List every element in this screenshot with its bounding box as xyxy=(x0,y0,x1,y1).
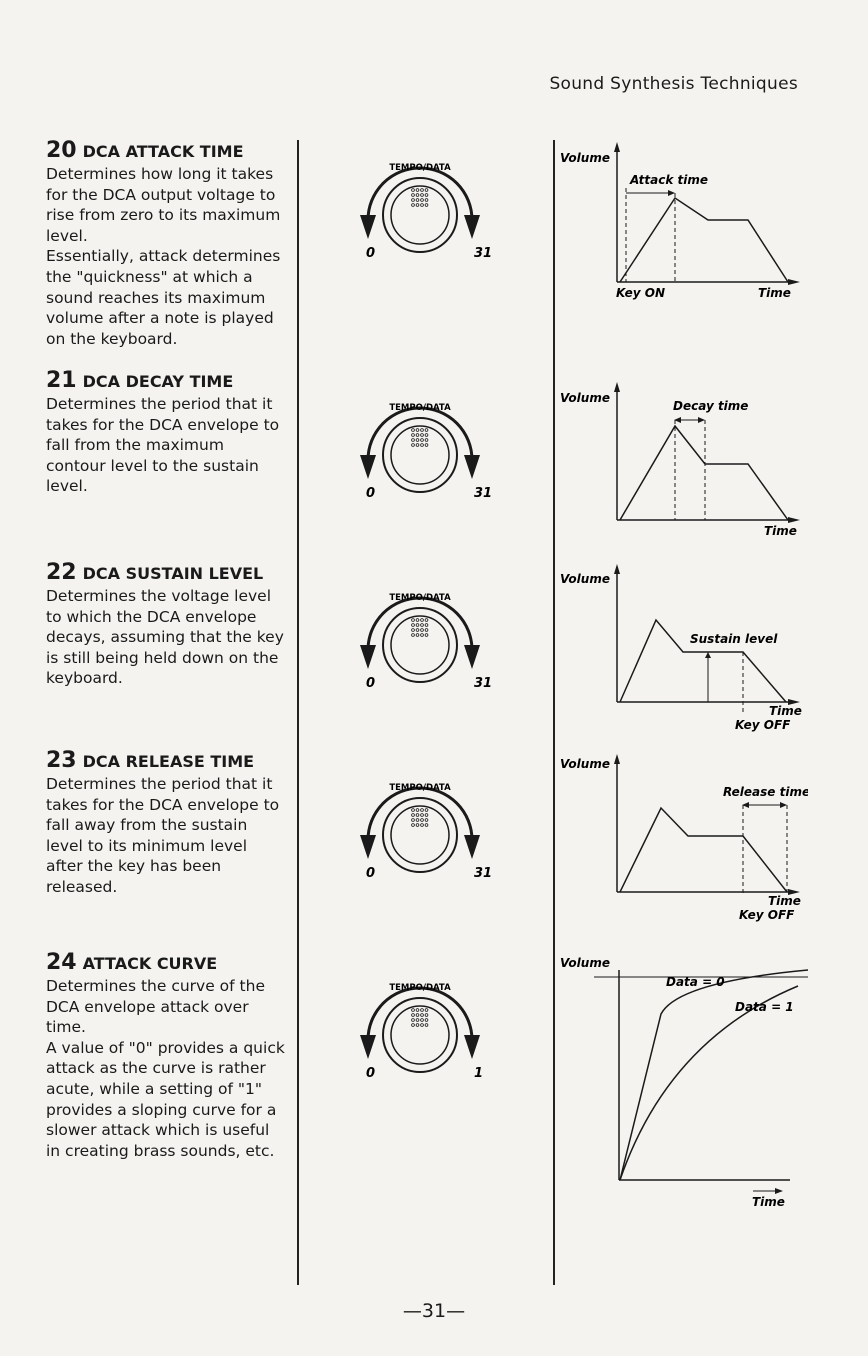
column-divider-left xyxy=(297,140,299,1285)
knob-label: TEMPO/DATA xyxy=(389,163,451,173)
section-sustain-level xyxy=(46,560,286,689)
x-axis-arrow xyxy=(788,279,800,285)
arrow-head-right xyxy=(464,835,480,859)
graph-xlabel-left: Key ON xyxy=(616,286,666,300)
tempo-data-knob-diagram xyxy=(340,955,500,1105)
curve-label-data-1: Data = 1 xyxy=(735,1000,794,1014)
knob-outer-ring xyxy=(383,608,457,682)
section-number: 23 xyxy=(46,748,77,773)
curve-data-1 xyxy=(620,986,798,1180)
tempo-data-knob-diagram xyxy=(340,565,500,715)
graph-ylabel: Volume xyxy=(560,391,610,405)
section-title xyxy=(46,368,286,393)
section-attack-curve xyxy=(46,950,286,1161)
arrow-head-left xyxy=(360,215,376,239)
section-paragraph: Essentially, attack determines the "quickness" at which a sound reaches its maximum volume after a note is played on the keyboard. xyxy=(46,247,281,348)
page-number: —31— xyxy=(402,1300,466,1322)
graph-xlabel-right: Time xyxy=(768,894,801,908)
knob-inner-ring xyxy=(391,1006,449,1064)
knob-min-value: 0 xyxy=(366,676,376,691)
knob-min-value: 0 xyxy=(366,1066,376,1081)
graph-ylabel: Volume xyxy=(560,151,610,165)
section-attack-time xyxy=(46,138,286,349)
tempo-data-knob-diagram xyxy=(340,375,500,525)
knob-grip-dots-icon xyxy=(412,809,428,827)
y-axis-arrow xyxy=(614,142,620,152)
graph-ylabel: Volume xyxy=(560,757,610,771)
section-heading: DCA DECAY TIME xyxy=(82,372,234,391)
graph-xlabel-right: Time xyxy=(764,524,797,538)
graph-annotation: Release time xyxy=(723,785,808,799)
column-divider-right xyxy=(553,140,555,1285)
decay-envelope-graph xyxy=(558,378,808,543)
section-number: 22 xyxy=(46,560,77,585)
envelope-curve xyxy=(620,808,787,892)
graph-xlabel-right: Time xyxy=(758,286,791,300)
y-axis-arrow xyxy=(614,754,620,764)
knob-inner-ring xyxy=(391,806,449,864)
knob-min-value: 0 xyxy=(366,486,376,501)
tempo-data-knob-diagram xyxy=(340,135,500,285)
dimension-arrow xyxy=(698,417,705,423)
section-paragraph: A value of "0" provides a quick attack as the curve is rather acute, while a setting of "1" provides a sloping curve for a slower attack which is useful in creating brass sounds, etc. xyxy=(46,1038,285,1160)
knob-min-value: 0 xyxy=(366,246,376,261)
knob-inner-ring xyxy=(391,616,449,674)
arrow-head-right xyxy=(464,215,480,239)
arrow-head-left xyxy=(360,645,376,669)
knob-outer-ring xyxy=(383,998,457,1072)
arrow-head-left xyxy=(360,835,376,859)
section-title xyxy=(46,138,286,163)
section-paragraph: Determines the period that it takes for the DCA envelope to fall from the maximum contour level to the sustain level. xyxy=(46,395,280,496)
knob-grip-dots-icon xyxy=(412,429,428,447)
knob-grip-dots-icon xyxy=(412,189,428,207)
knob-outer-ring xyxy=(383,418,457,492)
tempo-data-knob-diagram xyxy=(340,755,500,905)
level-arrow xyxy=(705,652,711,658)
section-number: 21 xyxy=(46,368,77,393)
knob-max-value: 31 xyxy=(474,866,493,881)
attack-envelope-graph xyxy=(558,140,808,305)
section-decay-time xyxy=(46,368,286,497)
x-axis-arrow xyxy=(788,517,800,523)
knob-label: TEMPO/DATA xyxy=(389,783,451,793)
curve-label-data-0: Data = 0 xyxy=(666,975,725,989)
knob-inner-ring xyxy=(391,426,449,484)
attack-curve-graph xyxy=(558,950,808,1230)
section-paragraph: Determines how long it takes for the DCA output voltage to rise from zero to its maximum level. xyxy=(46,165,281,245)
section-release-time xyxy=(46,748,286,898)
section-title xyxy=(46,560,286,585)
section-heading: DCA ATTACK TIME xyxy=(82,142,244,161)
section-paragraph: Determines the curve of the DCA envelope attack over time. xyxy=(46,977,265,1037)
knob-label: TEMPO/DATA xyxy=(389,983,451,993)
section-title xyxy=(46,748,286,773)
knob-outer-ring xyxy=(383,798,457,872)
graph-annotation: Sustain level xyxy=(690,632,778,646)
section-heading: ATTACK CURVE xyxy=(82,954,218,973)
graph-annotation: Decay time xyxy=(673,399,749,413)
knob-max-value: 31 xyxy=(474,486,493,501)
graph-annotation: Attack time xyxy=(630,173,708,187)
graph-xlabel-sub: Key OFF xyxy=(735,718,791,732)
section-number: 24 xyxy=(46,950,77,975)
dimension-arrow xyxy=(780,802,787,808)
section-heading: DCA SUSTAIN LEVEL xyxy=(82,564,264,583)
knob-max-value: 1 xyxy=(474,1066,484,1081)
section-number: 20 xyxy=(46,138,77,163)
knob-label: TEMPO/DATA xyxy=(389,403,451,413)
graph-xlabel-right: Time xyxy=(752,1195,785,1209)
arrow-head-right xyxy=(464,1035,480,1059)
knob-label: TEMPO/DATA xyxy=(389,593,451,603)
section-title xyxy=(46,950,286,975)
release-envelope-graph xyxy=(558,750,808,950)
dimension-arrow xyxy=(668,190,675,196)
envelope-curve xyxy=(620,426,788,520)
arrow-head-right xyxy=(464,455,480,479)
graph-xlabel-sub: Key OFF xyxy=(739,908,795,922)
knob-min-value: 0 xyxy=(366,866,376,881)
graph-xlabel-right: Time xyxy=(769,704,802,718)
knob-grip-dots-icon xyxy=(412,1009,428,1027)
arrow-head-left xyxy=(360,1035,376,1059)
y-axis-arrow xyxy=(614,564,620,574)
knob-max-value: 31 xyxy=(474,246,493,261)
knob-max-value: 31 xyxy=(474,676,493,691)
section-heading: DCA RELEASE TIME xyxy=(82,752,255,771)
y-axis-arrow xyxy=(614,382,620,392)
envelope-curve xyxy=(620,198,788,282)
running-header: Sound Synthesis Techniques xyxy=(549,74,798,94)
time-arrow-head xyxy=(775,1188,783,1194)
arrow-head-left xyxy=(360,455,376,479)
knob-inner-ring xyxy=(391,186,449,244)
arrow-head-right xyxy=(464,645,480,669)
graph-ylabel: Volume xyxy=(560,572,610,586)
section-paragraph: Determines the voltage level to which the DCA envelope decays, assuming that the key is still being held down on the keyboard. xyxy=(46,587,284,688)
section-paragraph: Determines the period that it takes for the DCA envelope to fall away from the sustain level to its minimum level after the key has been released. xyxy=(46,775,280,896)
graph-ylabel: Volume xyxy=(560,956,610,970)
knob-grip-dots-icon xyxy=(412,619,428,637)
sustain-envelope-graph xyxy=(558,560,808,740)
knob-outer-ring xyxy=(383,178,457,252)
